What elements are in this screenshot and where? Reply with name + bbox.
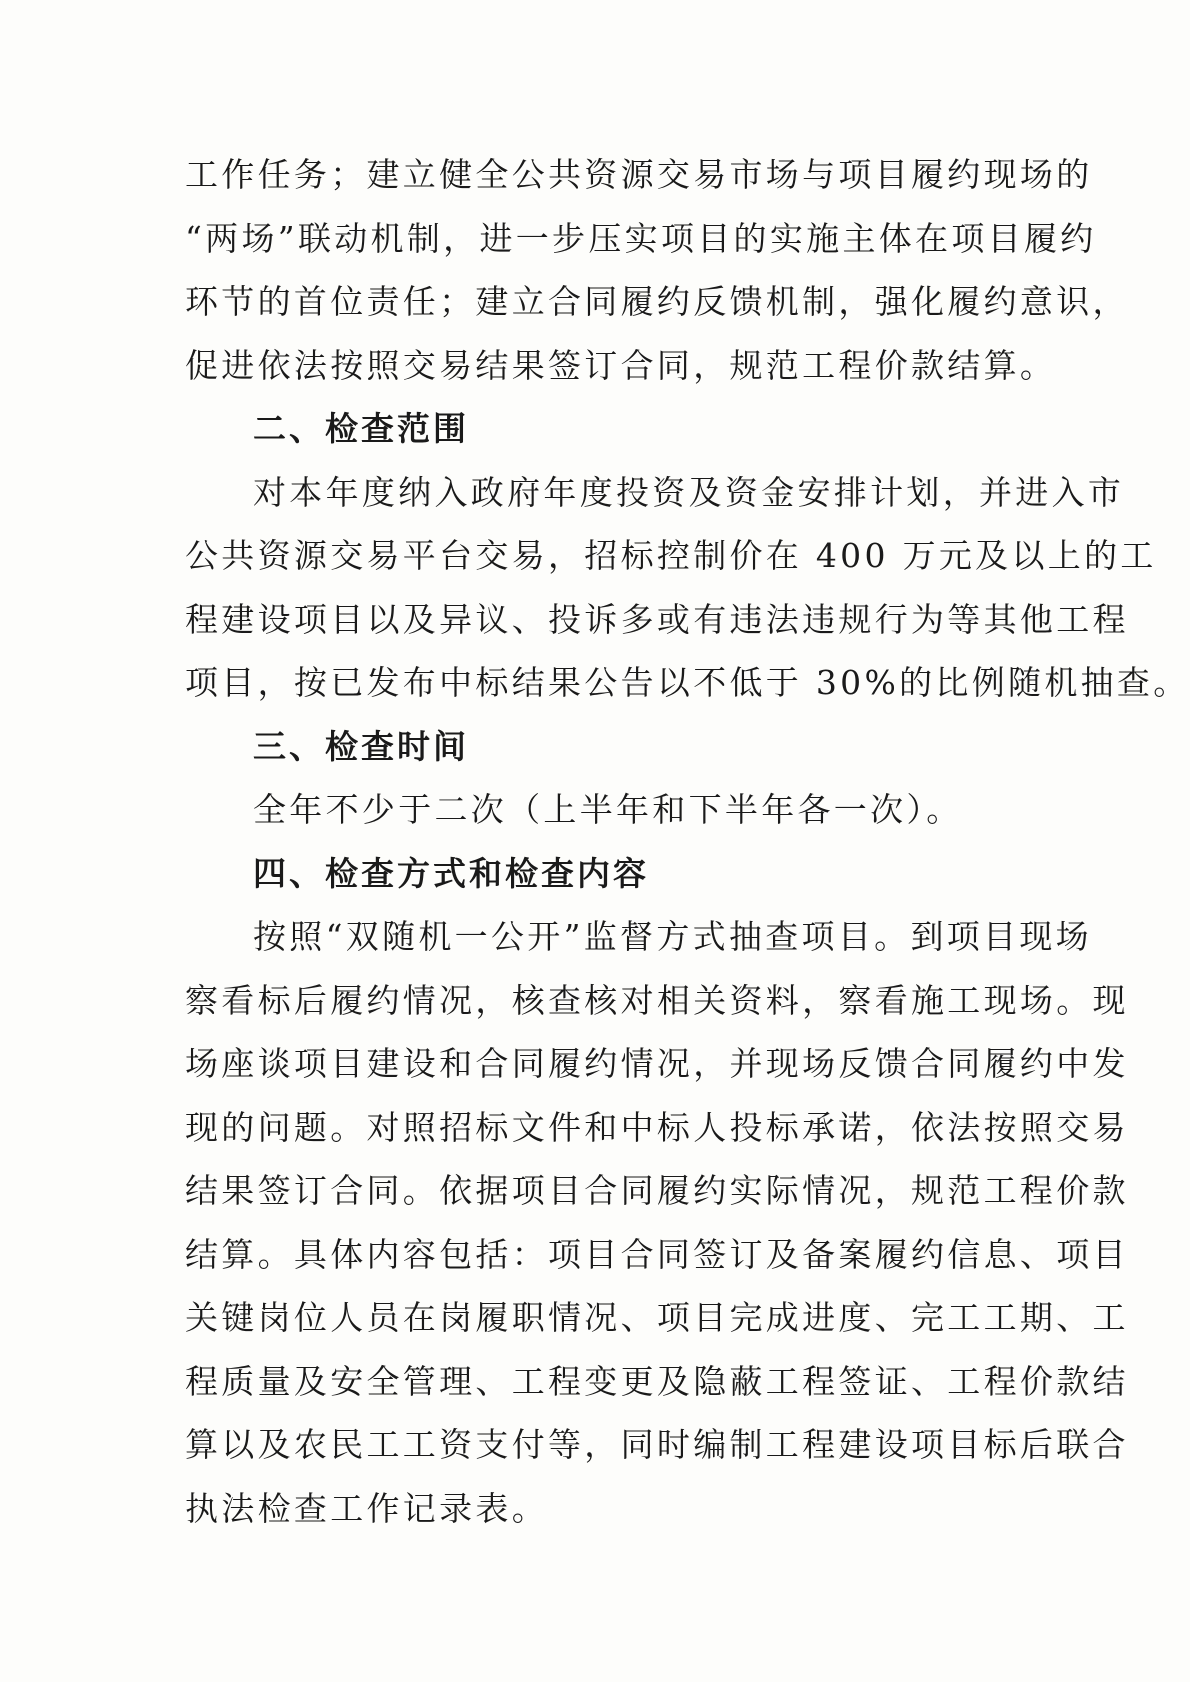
body-line: “两场”联动机制，进一步压实项目的实施主体在项目履约 bbox=[185, 218, 1097, 258]
paragraph-line: 按照“双随机一公开”监督方式抽查项目。到项目现场 bbox=[253, 917, 1092, 956]
section-heading-method: 四、检查方式和检查内容 bbox=[253, 853, 649, 893]
section-heading-scope: 二、检查范围 bbox=[253, 409, 469, 448]
body-line: 环节的首位责任；建立合同履约反馈机制，强化履约意识， bbox=[185, 282, 1129, 321]
paragraph-line: 公共资源交易平台交易，招标控制价在 400 万元及以上的工 bbox=[185, 536, 1157, 575]
paragraph-line: 结果签订合同。依据项目合同履约实际情况，规范工程价款 bbox=[185, 1171, 1129, 1210]
paragraph-line: 关键岗位人员在岗履职情况、项目完成进度、完工工期、工 bbox=[185, 1298, 1129, 1337]
paragraph-line: 算以及农民工工资支付等，同时编制工程建设项目标后联合 bbox=[185, 1425, 1129, 1464]
body-line: 促进依法按照交易结果签订合同，规范工程价款结算。 bbox=[185, 345, 1057, 385]
paragraph-line: 察看标后履约情况，核查核对相关资料，察看施工现场。现 bbox=[185, 980, 1129, 1020]
paragraph-line: 执法检查工作记录表。 bbox=[185, 1488, 548, 1528]
paragraph-line: 程建设项目以及异议、投诉多或有违法违规行为等其他工程 bbox=[185, 599, 1129, 639]
paragraph-line: 程质量及安全管理、工程变更及隐蔽工程签证、工程价款结 bbox=[185, 1361, 1129, 1401]
paragraph-line: 全年不少于二次（上半年和下半年各一次）。 bbox=[253, 790, 963, 829]
paragraph-line: 项目，按已发布中标结果公告以不低于 30%的比例随机抽查。 bbox=[185, 663, 1190, 702]
paragraph-line: 场座谈项目建设和合同履约情况，并现场反馈合同履约中发 bbox=[185, 1044, 1129, 1083]
paragraph-line: 对本年度纳入政府年度投资及资金安排计划，并进入市 bbox=[253, 472, 1125, 512]
document-body bbox=[185, 143, 1190, 1540]
paragraph-line: 结算。具体内容包括：项目合同签订及备案履约信息、项目 bbox=[185, 1234, 1129, 1274]
body-line: 工作任务；建立健全公共资源交易市场与项目履约现场的 bbox=[185, 155, 1093, 194]
section-heading-time: 三、检查时间 bbox=[253, 726, 469, 766]
paragraph-line: 现的问题。对照招标文件和中标人投标承诺，依法按照交易 bbox=[185, 1107, 1129, 1147]
